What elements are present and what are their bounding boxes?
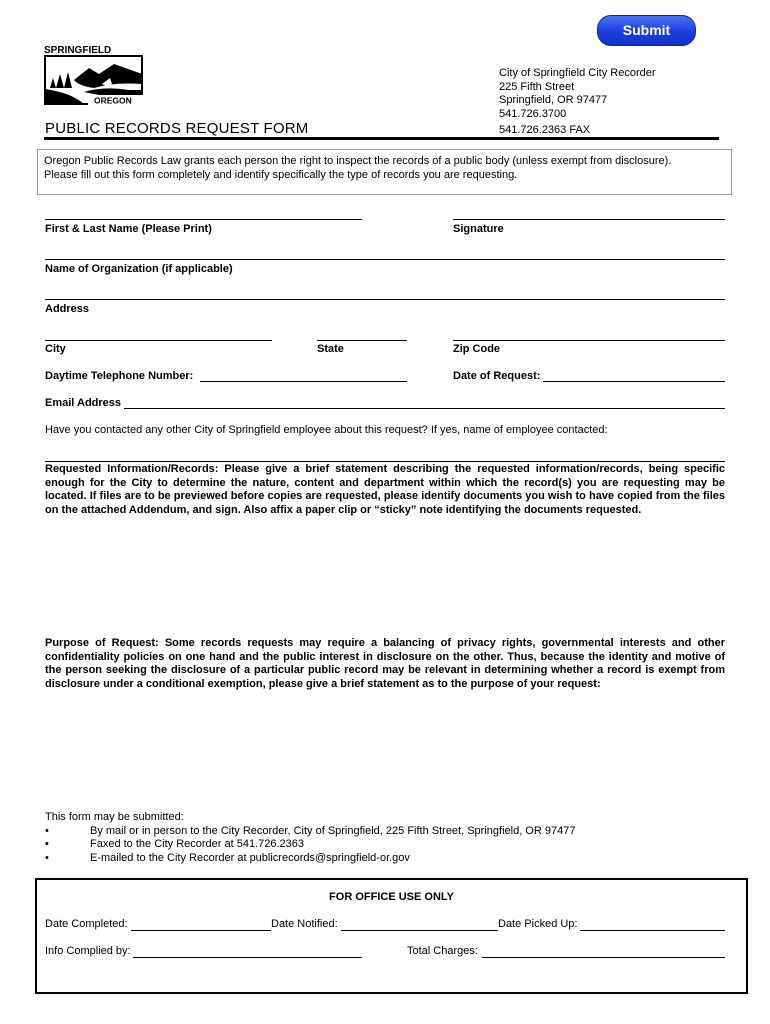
notice-box [37, 149, 732, 195]
date-picked-up-label: Date Picked Up: [498, 918, 578, 930]
form-title: PUBLIC RECORDS REQUEST FORM [45, 120, 309, 137]
state-field[interactable] [317, 340, 407, 341]
notice-line: Please fill out this form completely and identify specifically the type of records you are requesting. [44, 168, 518, 181]
phone-field[interactable] [200, 381, 407, 382]
office-use-title: FOR OFFICE USE ONLY [329, 891, 454, 903]
organization-label: Name of Organization (if applicable) [45, 263, 233, 275]
submission-intro: This form may be submitted: [45, 811, 184, 823]
bullet-icon: • [45, 824, 49, 837]
email-field[interactable] [124, 408, 725, 409]
city-label: City [45, 343, 66, 355]
address-line: 541.726.3700 [499, 107, 567, 120]
title-divider [44, 137, 719, 140]
info-complied-field[interactable] [133, 957, 362, 958]
submit-button[interactable]: Submit [597, 15, 696, 46]
zip-field[interactable] [453, 340, 725, 341]
info-complied-label: Info Complied by: [45, 945, 131, 957]
bullet-icon: • [45, 838, 49, 850]
bullet-icon: • [45, 851, 49, 864]
address-block [499, 67, 656, 121]
date-notified-label: Date Notified: [271, 918, 338, 930]
address-label: Address [45, 303, 90, 315]
organization-field[interactable] [45, 259, 725, 260]
address-line: City of Springfield City Recorder [499, 67, 656, 79]
fax-number: 541.726.2363 FAX [499, 124, 591, 136]
date-request-field[interactable] [543, 381, 725, 382]
date-picked-up-field[interactable] [580, 930, 725, 931]
springfield-logo [44, 44, 144, 106]
address-field[interactable] [45, 299, 725, 300]
date-completed-label: Date Completed: [45, 918, 128, 930]
phone-label: Daytime Telephone Number: [45, 370, 194, 382]
email-label: Email Address [45, 397, 122, 409]
address-line: Springfield, OR 97477 [499, 94, 608, 106]
logo-top-text: SPRINGFIELD [44, 45, 112, 56]
date-notified-field[interactable] [341, 930, 498, 931]
requested-info-text: Requested Information/Records: Please give a brief statement describing the requested information/records, being specific enough for the City to determine the nature, content and department within which the record(s) you are requesting may be located. If files are to be previewed before copies are requested, please identify documents you wish to have copied from the files on the attached Addendum, and sign. Also affix a paper clip or “sticky” note identifying the documents requested. [45, 463, 725, 516]
purpose-text: Purpose of Request: Some records requests may require a balancing of privacy rights, governmental interests and other confidentiality policies on one hand and the public interest in disclosure on the other. Thus, because the identity and motive of the person seeking the disclosure of a particular public record may be relevant in determining whether a record is exempt from disclosure under a conditional exemption, please give a brief statement as to the purpose of your request: [45, 637, 725, 690]
notice-line: Oregon Public Records Law grants each person the right to inspect the records of a public body (unless exempt from disclosure). [44, 155, 672, 167]
logo-bottom-text: OREGON [94, 95, 132, 106]
signature-field[interactable] [453, 219, 725, 220]
address-line: 225 Fifth Street [499, 80, 575, 93]
contact-question: Have you contacted any other City of Springfield employee about this request? If yes, name of employee contacted: [45, 424, 608, 436]
zip-label: Zip Code [453, 343, 501, 355]
office-use-box [35, 878, 748, 994]
list-item: • E-mailed to the City Recorder at publicrecords@springfield-or.gov [45, 851, 410, 864]
date-request-label: Date of Request: [453, 370, 541, 382]
name-field[interactable] [45, 219, 362, 220]
signature-label: Signature [453, 223, 504, 235]
state-label: State [317, 343, 344, 355]
contact-answer-field[interactable] [45, 461, 725, 462]
submission-list [45, 811, 576, 865]
date-completed-field[interactable] [131, 930, 271, 931]
list-item: • Faxed to the City Recorder at 541.726.2363 [45, 838, 305, 850]
name-label: First & Last Name (Please Print) [45, 223, 212, 235]
total-charges-label: Total Charges: [407, 945, 478, 957]
total-charges-field[interactable] [482, 957, 725, 958]
list-item: • By mail or in person to the City Recorder, City of Springfield, 225 Fifth Street, Springfield, OR 97477 [45, 824, 576, 837]
requested-info-area[interactable] [45, 522, 725, 632]
city-field[interactable] [45, 340, 272, 341]
purpose-area[interactable] [45, 696, 725, 806]
